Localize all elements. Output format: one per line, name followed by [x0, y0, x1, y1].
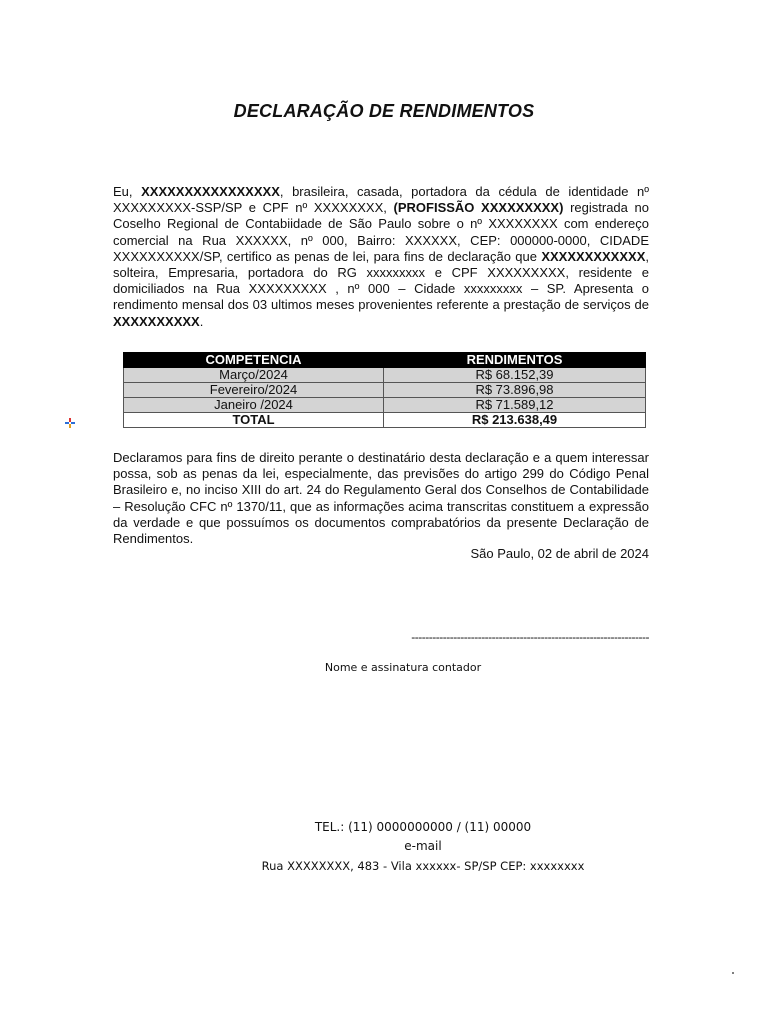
signature-line: --------------------------------------------------------------------: [411, 630, 649, 644]
intro-text-4: , solteira, Empresaria, portadora do RG xxxxxxxxx e CPF XXXXXXXXX, residente e domiciliados na Rua XXXXXXXXX , nº 000 – Cidade xxxxxxxxx – SP. Apresenta o rendimento mensal dos 03 ultimos meses provenientes referente a prestação de serviços de: [113, 248, 649, 313]
beneficiary-name: XXXXXXXXXXXX: [541, 248, 646, 264]
header-rendimentos: RENDIMENTOS: [384, 353, 646, 368]
intro-text-1: Eu,: [113, 184, 142, 199]
service-name: XXXXXXXXXX: [113, 313, 200, 329]
row-handle-icon[interactable]: [65, 418, 75, 428]
row-value: R$ 71.589,12: [384, 398, 646, 413]
total-value: R$ 213.638,49: [384, 413, 646, 428]
intro-text-2: , brasileira, casada, portadora da cédula de identidade nº XXXXXXXXX-SSP/SP e CPF nº XXXXXXXX,: [113, 184, 650, 216]
footer-email: e-mail: [404, 839, 442, 853]
row-value: R$ 73.896,98: [384, 383, 646, 398]
footer-phone: TEL.: (11) 0000000000 / (11) 00000: [314, 820, 532, 834]
table-total-row: [124, 413, 646, 428]
income-table: [123, 352, 646, 428]
footer-address: Rua XXXXXXXX, 483 - Vila xxxxxx- SP/SP CEP: xxxxxxxx: [261, 859, 585, 873]
row-month: Março/2024: [124, 368, 384, 383]
declarant-name: XXXXXXXXXXXXXXXX: [141, 184, 280, 199]
header-competencia: COMPETENCIA: [124, 353, 384, 368]
intro-paragraph: [113, 184, 649, 330]
table-row: [124, 383, 646, 398]
declaration-paragraph: Declaramos para fins de direito perante o destinatário desta declaração e a quem interessar possa, sob as penas da lei, especialmente, das previsões do artigo 299 do Código Penal Brasileiro e, no inciso XIII do art. 24 do Regulamento Geral dos Conselhos de Contabilidade – Resolução CFC nº 1370/11, que as informações acima transcritas constituem a expressão da verdade e que possuímos os documentos comprabatórios da presente Declaração de Rendimentos.: [113, 450, 649, 547]
table-row: [124, 368, 646, 383]
page-dot: [732, 972, 734, 974]
intro-text-5: .: [199, 313, 204, 329]
date-line: São Paulo, 02 de abril de 2024: [470, 546, 649, 561]
row-month: Janeiro /2024: [124, 398, 384, 413]
row-value: R$ 68.152,39: [384, 368, 646, 383]
table-row: [124, 398, 646, 413]
total-label: TOTAL: [124, 413, 384, 428]
document-title: DECLARAÇÃO DE RENDIMENTOS: [233, 101, 535, 121]
table-header-row: [124, 353, 646, 368]
profession: (PROFISSÃO XXXXXXXXX): [393, 200, 564, 216]
row-month: Fevereiro/2024: [124, 383, 384, 398]
signature-caption: Nome e assinatura contador: [324, 661, 482, 674]
intro-text-3: registrada no Coselho Regional de Contabiidade de São Paulo sobre o nº XXXXXXXX com endereço comercial na Rua XXXXXX, nº 000, Bairro: XXXXXX, CEP: 000000-0000, CIDADE XXXXXXXXXX/SP, certifico as penas de lei, para fins de declaração que: [113, 200, 649, 264]
